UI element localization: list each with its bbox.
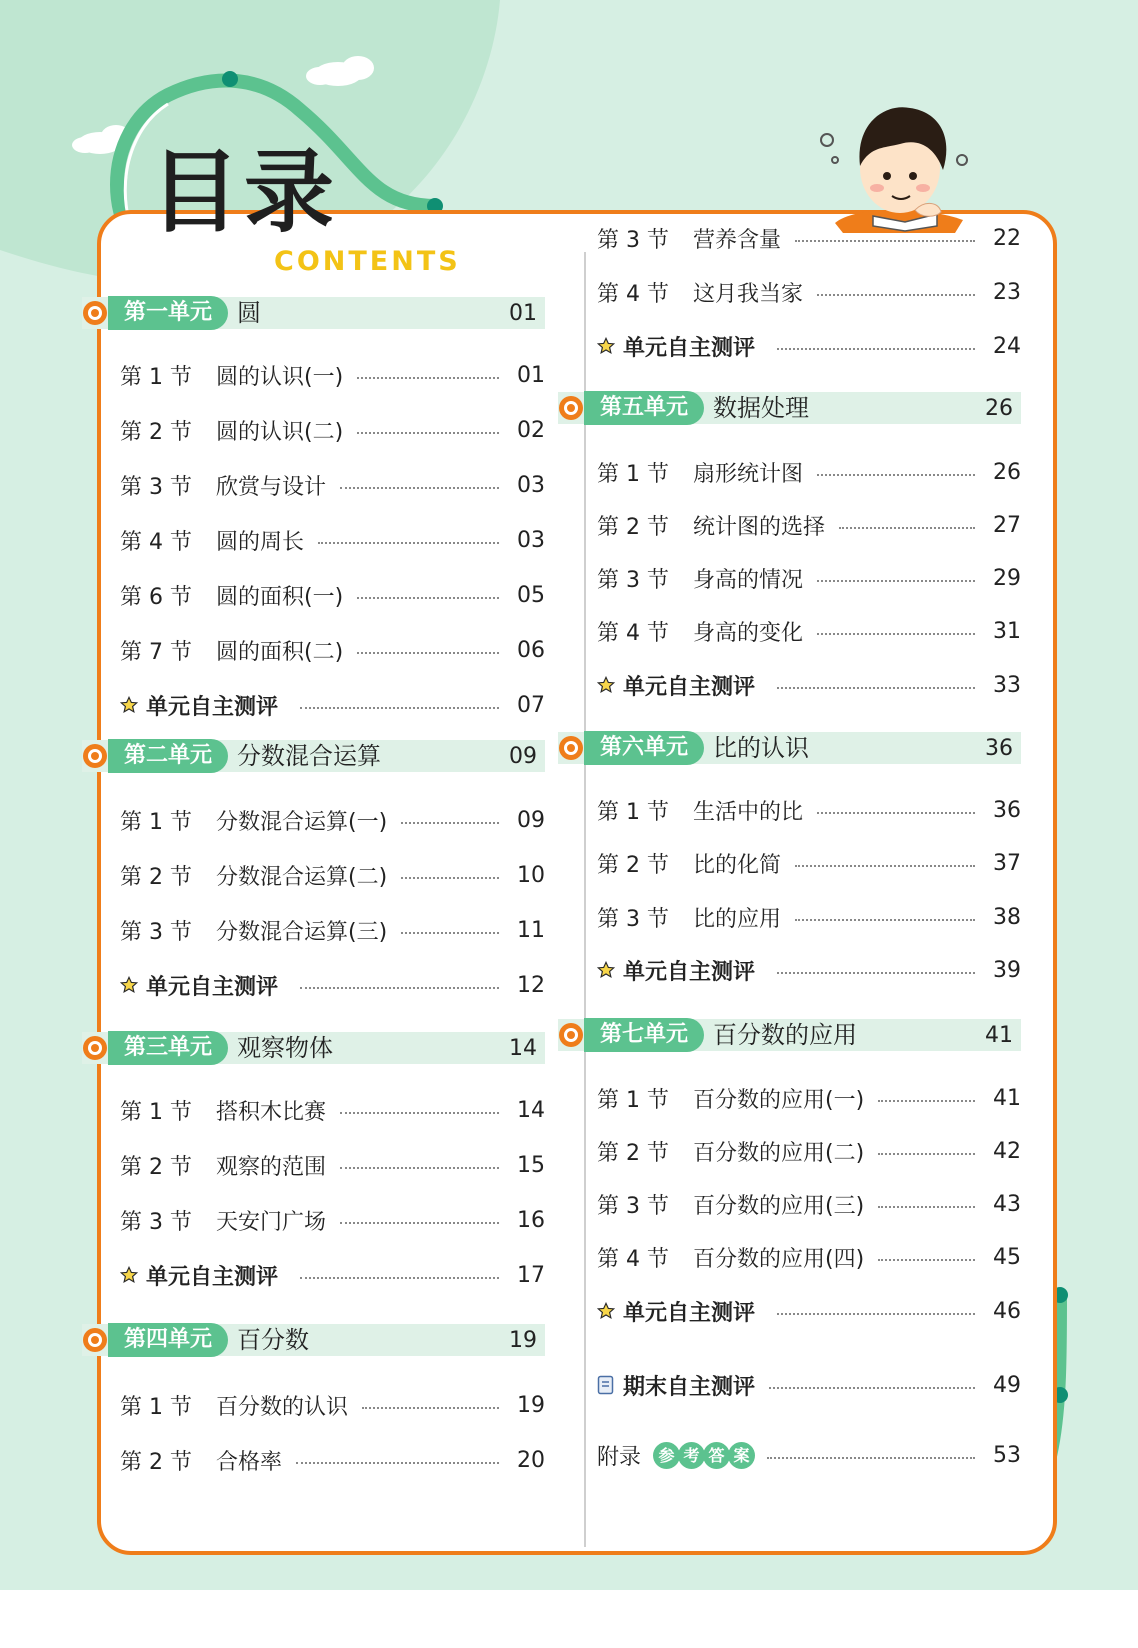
toc-entry[interactable]	[120, 410, 545, 450]
section-name: 圆的面积(一)	[216, 584, 344, 610]
toc-entry[interactable]	[120, 1385, 545, 1425]
dot-leader	[300, 1277, 499, 1279]
toc-entry[interactable]	[597, 843, 1021, 883]
page-number: 05	[517, 582, 545, 608]
dot-leader	[777, 687, 975, 689]
page-number: 37	[993, 850, 1021, 876]
unit-name: 圆	[237, 299, 261, 327]
section-number: 第 7 节	[120, 639, 192, 665]
unit-page-number: 41	[985, 1023, 1013, 1048]
toc-entry[interactable]	[597, 218, 1021, 258]
section-name: 比的应用	[693, 906, 782, 932]
toc-entry[interactable]	[597, 272, 1021, 312]
dot-leader	[878, 1206, 975, 1208]
unit-bullet-icon	[82, 1327, 108, 1353]
page-number: 41	[993, 1085, 1021, 1111]
page-number: 33	[993, 672, 1021, 698]
section-number: 第 2 节	[597, 1140, 669, 1166]
unit-test-entry[interactable]	[597, 950, 1021, 990]
section-name: 分数混合运算(二)	[216, 864, 388, 890]
appendix-entry[interactable]	[597, 1435, 1021, 1475]
unit-name: 比的认识	[713, 734, 809, 762]
section-name: 百分数的应用(二)	[693, 1140, 865, 1166]
answer-key-badge	[653, 1442, 753, 1469]
section-name: 圆的认识(二)	[216, 419, 344, 445]
section-number: 第 2 节	[597, 514, 669, 540]
toc-entry[interactable]	[597, 1237, 1021, 1277]
section-name: 欣赏与设计	[216, 474, 327, 500]
unit-label: 第六单元	[584, 731, 704, 765]
unit-bullet-icon	[558, 735, 584, 761]
page-number: 53	[993, 1442, 1021, 1468]
badge-char: 案	[728, 1442, 755, 1469]
toc-entry[interactable]	[597, 505, 1021, 545]
unit-test-name: 单元自主测评	[623, 335, 756, 361]
unit-page-number: 19	[509, 1328, 537, 1353]
page-number: 39	[993, 957, 1021, 983]
dot-leader	[839, 527, 975, 529]
section-number: 第 3 节	[597, 227, 669, 253]
page-number: 16	[517, 1207, 545, 1233]
dot-leader	[318, 542, 499, 544]
toc-entry[interactable]	[120, 465, 545, 505]
unit-test-entry[interactable]	[597, 1291, 1021, 1331]
dot-leader	[817, 633, 975, 635]
unit-bullet-icon	[558, 395, 584, 421]
section-name: 生活中的比	[693, 799, 804, 825]
toc-entry[interactable]	[120, 520, 545, 560]
toc-entry[interactable]	[597, 1184, 1021, 1224]
final-test-name: 期末自主测评	[623, 1374, 756, 1400]
dot-leader	[300, 987, 499, 989]
unit-test-name: 单元自主测评	[146, 974, 279, 1000]
unit-test-entry[interactable]	[120, 965, 545, 1005]
toc-entry[interactable]	[120, 1145, 545, 1185]
page-number: 24	[993, 333, 1021, 359]
section-number: 第 1 节	[120, 1099, 192, 1125]
page-number: 38	[993, 904, 1021, 930]
section-number: 第 3 节	[597, 567, 669, 593]
page-number: 06	[517, 637, 545, 663]
toc-entry[interactable]	[597, 452, 1021, 492]
section-name: 扇形统计图	[693, 461, 804, 487]
page-number: 01	[517, 362, 545, 388]
unit-label: 第二单元	[108, 739, 228, 773]
section-name: 身高的情况	[693, 567, 804, 593]
column-divider	[584, 252, 586, 1547]
test-paper-icon	[597, 1375, 615, 1395]
dot-leader	[357, 432, 499, 434]
dot-leader	[357, 377, 499, 379]
page-number: 03	[517, 472, 545, 498]
badge-char: 答	[703, 1442, 730, 1469]
dot-leader	[817, 474, 975, 476]
unit-test-name: 单元自主测评	[623, 1300, 756, 1326]
unit-test-name: 单元自主测评	[623, 959, 756, 985]
unit-label: 第三单元	[108, 1031, 228, 1065]
toc-entry[interactable]	[120, 800, 545, 840]
unit-test-name: 单元自主测评	[146, 1264, 279, 1290]
page-title: 目录	[150, 140, 338, 245]
dot-leader	[795, 919, 975, 921]
page-number: 07	[517, 692, 545, 718]
section-number: 第 3 节	[120, 1209, 192, 1235]
star-icon	[120, 1266, 138, 1284]
page-number: 27	[993, 512, 1021, 538]
section-name: 百分数的应用(四)	[693, 1246, 865, 1272]
section-number: 第 6 节	[120, 584, 192, 610]
unit-header[interactable]	[82, 737, 545, 775]
page-number: 19	[517, 1392, 545, 1418]
section-number: 第 3 节	[120, 919, 192, 945]
star-icon	[120, 696, 138, 714]
dot-leader	[401, 932, 499, 934]
section-name: 圆的周长	[216, 529, 305, 555]
unit-label: 第一单元	[108, 296, 228, 330]
page-subtitle: CONTENTS	[274, 246, 461, 277]
dot-leader	[795, 865, 975, 867]
section-number: 第 1 节	[120, 1394, 192, 1420]
section-number: 第 4 节	[597, 1246, 669, 1272]
section-number: 第 3 节	[597, 1193, 669, 1219]
unit-page-number: 01	[509, 301, 537, 326]
toc-entry[interactable]	[597, 611, 1021, 651]
page-number: 43	[993, 1191, 1021, 1217]
unit-test-entry[interactable]	[120, 1255, 545, 1295]
page-number: 31	[993, 618, 1021, 644]
toc-entry[interactable]	[597, 558, 1021, 598]
page-number: 20	[517, 1447, 545, 1473]
toc-entry[interactable]	[120, 1090, 545, 1130]
unit-name: 分数混合运算	[237, 742, 381, 770]
dot-leader	[817, 812, 975, 814]
page-number: 02	[517, 417, 545, 443]
page-number: 03	[517, 527, 545, 553]
dot-leader	[795, 240, 975, 242]
section-name: 合格率	[216, 1449, 283, 1475]
section-name: 营养含量	[693, 227, 782, 253]
section-number: 第 1 节	[120, 809, 192, 835]
dot-leader	[401, 877, 499, 879]
section-name: 这月我当家	[693, 281, 804, 307]
page-number: 09	[517, 807, 545, 833]
star-icon	[120, 976, 138, 994]
toc-entry[interactable]	[597, 1131, 1021, 1171]
unit-bullet-icon	[558, 1022, 584, 1048]
unit-name: 百分数的应用	[713, 1021, 857, 1049]
page-number: 22	[993, 225, 1021, 251]
section-name: 圆的面积(二)	[216, 639, 344, 665]
unit-name: 观察物体	[237, 1034, 333, 1062]
unit-test-entry[interactable]	[597, 665, 1021, 705]
unit-bullet-icon	[82, 1035, 108, 1061]
section-number: 第 2 节	[120, 1154, 192, 1180]
section-name: 统计图的选择	[693, 514, 826, 540]
page-number: 46	[993, 1298, 1021, 1324]
dot-leader	[340, 1222, 499, 1224]
section-number: 第 3 节	[120, 474, 192, 500]
dot-leader	[357, 652, 499, 654]
unit-header[interactable]	[82, 294, 545, 332]
appendix-label: 附录	[597, 1444, 642, 1470]
dot-leader	[878, 1153, 975, 1155]
toc-entry[interactable]	[120, 355, 545, 395]
unit-page-number: 26	[985, 396, 1013, 421]
dot-leader	[878, 1259, 975, 1261]
section-number: 第 1 节	[597, 461, 669, 487]
section-number: 第 3 节	[597, 906, 669, 932]
unit-label: 第四单元	[108, 1323, 228, 1357]
unit-label: 第五单元	[584, 391, 704, 425]
toc-entry[interactable]	[120, 575, 545, 615]
section-name: 身高的变化	[693, 620, 804, 646]
section-name: 天安门广场	[216, 1209, 327, 1235]
dot-leader	[777, 1313, 975, 1315]
unit-test-entry[interactable]	[120, 685, 545, 725]
section-number: 第 1 节	[597, 799, 669, 825]
toc-entry[interactable]	[120, 910, 545, 950]
section-name: 搭积木比赛	[216, 1099, 327, 1125]
dot-leader	[401, 822, 499, 824]
unit-name: 百分数	[237, 1326, 309, 1354]
section-name: 分数混合运算(一)	[216, 809, 388, 835]
section-name: 观察的范围	[216, 1154, 327, 1180]
final-test-entry[interactable]	[597, 1365, 1021, 1405]
dot-leader	[340, 1112, 499, 1114]
dot-leader	[777, 972, 975, 974]
star-icon	[597, 676, 615, 694]
page-number: 11	[517, 917, 545, 943]
section-name: 分数混合运算(三)	[216, 919, 388, 945]
dot-leader	[300, 707, 499, 709]
dot-leader	[340, 487, 499, 489]
dot-leader	[340, 1167, 499, 1169]
toc-entry[interactable]	[597, 1078, 1021, 1118]
unit-bullet-icon	[82, 300, 108, 326]
page-number: 17	[517, 1262, 545, 1288]
badge-char: 考	[678, 1442, 705, 1469]
page-number: 12	[517, 972, 545, 998]
toc-entry[interactable]	[120, 1440, 545, 1480]
section-number: 第 1 节	[120, 364, 192, 390]
star-icon	[597, 961, 615, 979]
boy-mascot-icon	[815, 98, 975, 238]
dot-leader	[767, 1457, 975, 1459]
dot-leader	[777, 348, 975, 350]
page-number: 26	[993, 459, 1021, 485]
page-number: 42	[993, 1138, 1021, 1164]
toc-entry[interactable]	[120, 630, 545, 670]
section-name: 圆的认识(一)	[216, 364, 344, 390]
section-number: 第 2 节	[120, 864, 192, 890]
section-number: 第 2 节	[120, 419, 192, 445]
page-number: 10	[517, 862, 545, 888]
page-number: 36	[993, 797, 1021, 823]
page-number: 23	[993, 279, 1021, 305]
unit-name: 数据处理	[713, 394, 809, 422]
star-icon	[597, 1302, 615, 1320]
section-number: 第 2 节	[597, 852, 669, 878]
star-icon	[597, 337, 615, 355]
badge-char: 参	[653, 1442, 680, 1469]
section-number: 第 4 节	[597, 281, 669, 307]
dot-leader	[878, 1100, 975, 1102]
unit-page-number: 14	[509, 1036, 537, 1061]
unit-header[interactable]	[558, 729, 1021, 767]
unit-test-entry[interactable]	[597, 326, 1021, 366]
dot-leader	[817, 580, 975, 582]
page-number: 15	[517, 1152, 545, 1178]
unit-bullet-icon	[82, 743, 108, 769]
toc-entry[interactable]	[120, 855, 545, 895]
unit-label: 第七单元	[584, 1018, 704, 1052]
dot-leader	[362, 1407, 499, 1409]
section-number: 第 4 节	[120, 529, 192, 555]
section-name: 百分数的应用(一)	[693, 1087, 865, 1113]
toc-entry[interactable]	[120, 1200, 545, 1240]
section-number: 第 1 节	[597, 1087, 669, 1113]
unit-test-name: 单元自主测评	[146, 694, 279, 720]
dot-leader	[357, 597, 499, 599]
section-number: 第 2 节	[120, 1449, 192, 1475]
unit-page-number: 36	[985, 736, 1013, 761]
section-name: 百分数的应用(三)	[693, 1193, 865, 1219]
dot-leader	[296, 1462, 499, 1464]
unit-header[interactable]	[558, 389, 1021, 427]
unit-header[interactable]	[82, 1029, 545, 1067]
section-number: 第 4 节	[597, 620, 669, 646]
page-number: 14	[517, 1097, 545, 1123]
unit-page-number: 09	[509, 744, 537, 769]
dot-leader	[817, 294, 975, 296]
dot-leader	[769, 1387, 975, 1389]
page-number: 29	[993, 565, 1021, 591]
page-number: 49	[993, 1372, 1021, 1398]
page-number: 45	[993, 1244, 1021, 1270]
unit-header[interactable]	[558, 1016, 1021, 1054]
section-name: 百分数的认识	[216, 1394, 349, 1420]
toc-entry[interactable]	[597, 790, 1021, 830]
toc-entry[interactable]	[597, 897, 1021, 937]
unit-test-name: 单元自主测评	[623, 674, 756, 700]
unit-header[interactable]	[82, 1321, 545, 1359]
section-name: 比的化简	[693, 852, 782, 878]
